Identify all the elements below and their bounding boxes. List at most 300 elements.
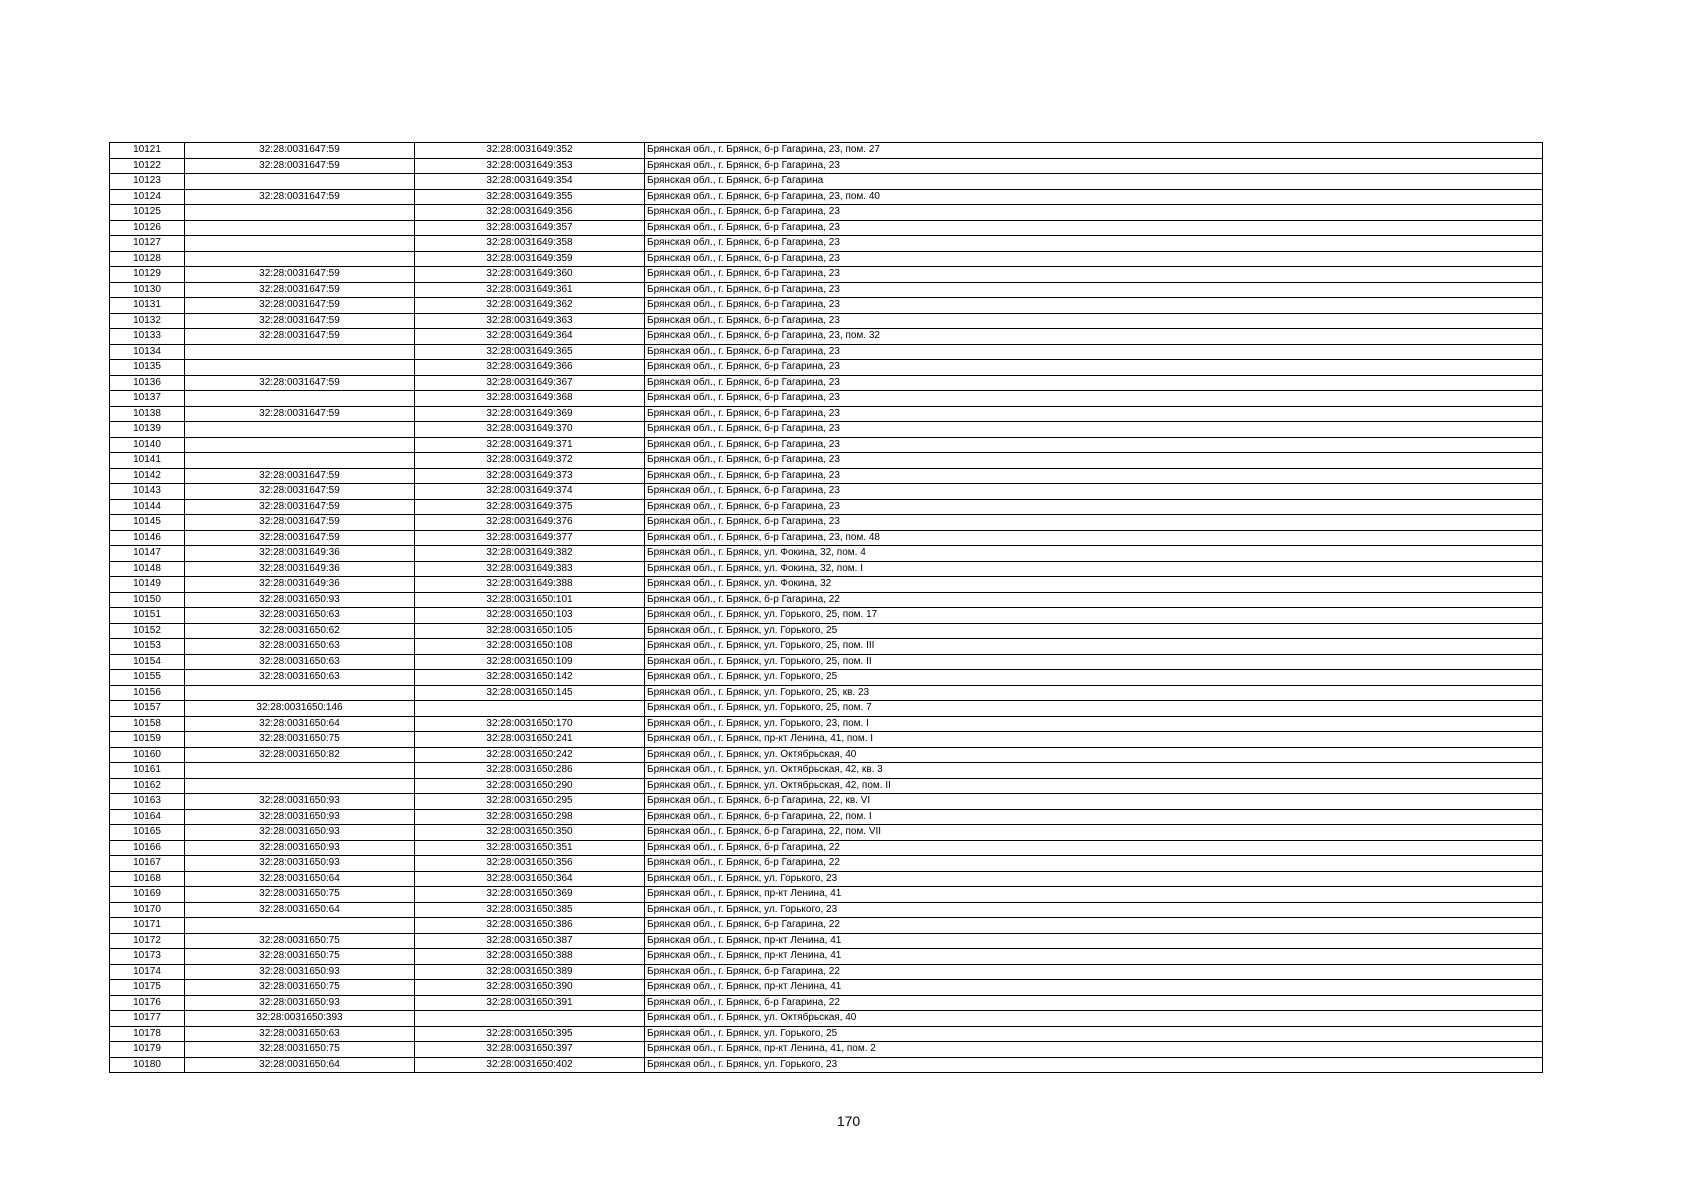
address-cell: Брянская обл., г. Брянск, б-р Гагарина, 22 [645,918,1543,934]
cadastral-number-cell: 32:28:0031650:295 [415,794,645,810]
parent-cadastral-number-cell: 32:28:0031650:93 [185,825,415,841]
row-number-cell: 10152 [110,623,185,639]
cadastral-number-cell: 32:28:0031649:375 [415,499,645,515]
table-row [110,236,1543,252]
address-cell: Брянская обл., г. Брянск, пр-кт Ленина, 41 [645,949,1543,965]
address-cell: Брянская обл., г. Брянск, б-р Гагарина, 22, пом. I [645,809,1543,825]
row-number-cell: 10166 [110,840,185,856]
address-cell: Брянская обл., г. Брянск, пр-кт Ленина, 41, пом. I [645,732,1543,748]
row-number-cell: 10130 [110,282,185,298]
cadastral-number-cell: 32:28:0031649:355 [415,189,645,205]
address-cell: Брянская обл., г. Брянск, ул. Горького, 25 [645,670,1543,686]
address-cell: Брянская обл., г. Брянск, б-р Гагарина, 22 [645,995,1543,1011]
cadastral-number-cell: 32:28:0031649:373 [415,468,645,484]
table-row [110,158,1543,174]
address-cell: Брянская обл., г. Брянск, б-р Гагарина, 23, пом. 48 [645,530,1543,546]
table-row [110,313,1543,329]
cadastral-number-cell: 32:28:0031650:145 [415,685,645,701]
row-number-cell: 10163 [110,794,185,810]
row-number-cell: 10177 [110,1011,185,1027]
table-row [110,220,1543,236]
row-number-cell: 10143 [110,484,185,500]
parent-cadastral-number-cell: 32:28:0031647:59 [185,189,415,205]
table-row [110,809,1543,825]
address-cell: Брянская обл., г. Брянск, ул. Горького, 25 [645,1026,1543,1042]
address-cell: Брянская обл., г. Брянск, ул. Фокина, 32, пом. 4 [645,546,1543,562]
cadastral-number-cell: 32:28:0031649:376 [415,515,645,531]
parent-cadastral-number-cell [185,344,415,360]
row-number-cell: 10156 [110,685,185,701]
address-cell: Брянская обл., г. Брянск, б-р Гагарина, 23 [645,313,1543,329]
cadastral-number-cell: 32:28:0031649:360 [415,267,645,283]
row-number-cell: 10169 [110,887,185,903]
parent-cadastral-number-cell: 32:28:0031650:63 [185,608,415,624]
table-row [110,344,1543,360]
row-number-cell: 10153 [110,639,185,655]
cadastral-number-cell: 32:28:0031650:103 [415,608,645,624]
row-number-cell: 10148 [110,561,185,577]
cadastral-number-cell: 32:28:0031650:386 [415,918,645,934]
table-row [110,143,1543,159]
parent-cadastral-number-cell [185,236,415,252]
row-number-cell: 10122 [110,158,185,174]
parent-cadastral-number-cell: 32:28:0031650:93 [185,856,415,872]
row-number-cell: 10154 [110,654,185,670]
table-row [110,871,1543,887]
table-row [110,391,1543,407]
cadastral-number-cell: 32:28:0031649:358 [415,236,645,252]
cadastral-number-cell: 32:28:0031649:359 [415,251,645,267]
row-number-cell: 10173 [110,949,185,965]
address-cell: Брянская обл., г. Брянск, б-р Гагарина, 23 [645,282,1543,298]
table-row [110,685,1543,701]
table-row [110,670,1543,686]
row-number-cell: 10136 [110,375,185,391]
cadastral-number-cell: 32:28:0031650:402 [415,1057,645,1073]
row-number-cell: 10174 [110,964,185,980]
address-cell: Брянская обл., г. Брянск, ул. Октябрьская, 42, пом. II [645,778,1543,794]
table-row [110,840,1543,856]
address-cell: Брянская обл., г. Брянск, пр-кт Ленина, 41 [645,980,1543,996]
table-row [110,515,1543,531]
parent-cadastral-number-cell: 32:28:0031650:75 [185,887,415,903]
cadastral-number-cell: 32:28:0031650:364 [415,871,645,887]
table-row [110,267,1543,283]
parent-cadastral-number-cell: 32:28:0031650:93 [185,995,415,1011]
table-row [110,918,1543,934]
row-number-cell: 10165 [110,825,185,841]
parent-cadastral-number-cell: 32:28:0031650:93 [185,809,415,825]
table-row [110,174,1543,190]
row-number-cell: 10135 [110,360,185,376]
table-row [110,561,1543,577]
cadastral-number-cell: 32:28:0031650:388 [415,949,645,965]
row-number-cell: 10164 [110,809,185,825]
address-cell: Брянская обл., г. Брянск, б-р Гагарина, 23 [645,406,1543,422]
cadastral-number-cell: 32:28:0031649:369 [415,406,645,422]
cadastral-number-cell: 32:28:0031649:364 [415,329,645,345]
parent-cadastral-number-cell [185,437,415,453]
row-number-cell: 10162 [110,778,185,794]
table-row [110,468,1543,484]
table-row [110,964,1543,980]
row-number-cell: 10141 [110,453,185,469]
parent-cadastral-number-cell: 32:28:0031650:393 [185,1011,415,1027]
parent-cadastral-number-cell [185,422,415,438]
parent-cadastral-number-cell: 32:28:0031650:64 [185,1057,415,1073]
table-row [110,902,1543,918]
table-row [110,298,1543,314]
cadastral-number-cell: 32:28:0031649:372 [415,453,645,469]
cadastral-number-cell: 32:28:0031649:363 [415,313,645,329]
address-cell: Брянская обл., г. Брянск, б-р Гагарина, 23 [645,220,1543,236]
parent-cadastral-number-cell: 32:28:0031647:59 [185,267,415,283]
row-number-cell: 10179 [110,1042,185,1058]
table-row [110,251,1543,267]
address-cell: Брянская обл., г. Брянск, ул. Октябрьская, 40 [645,747,1543,763]
parent-cadastral-number-cell: 32:28:0031650:75 [185,1042,415,1058]
cadastral-number-cell: 32:28:0031650:350 [415,825,645,841]
address-cell: Брянская обл., г. Брянск, б-р Гагарина, 23, пом. 27 [645,143,1543,159]
parent-cadastral-number-cell: 32:28:0031650:63 [185,1026,415,1042]
address-cell: Брянская обл., г. Брянск, б-р Гагарина, 23 [645,251,1543,267]
parent-cadastral-number-cell [185,918,415,934]
cadastral-number-cell: 32:28:0031649:352 [415,143,645,159]
cadastral-number-cell: 32:28:0031650:351 [415,840,645,856]
parent-cadastral-number-cell [185,174,415,190]
parent-cadastral-number-cell: 32:28:0031650:93 [185,794,415,810]
parent-cadastral-number-cell: 32:28:0031647:59 [185,515,415,531]
address-cell: Брянская обл., г. Брянск, б-р Гагарина, 23 [645,344,1543,360]
row-number-cell: 10132 [110,313,185,329]
row-number-cell: 10180 [110,1057,185,1073]
table-body [110,143,1543,1073]
row-number-cell: 10129 [110,267,185,283]
parent-cadastral-number-cell: 32:28:0031650:93 [185,592,415,608]
cadastral-number-cell [415,701,645,717]
parent-cadastral-number-cell: 32:28:0031649:36 [185,577,415,593]
cadastral-number-cell: 32:28:0031650:389 [415,964,645,980]
cadastral-number-cell: 32:28:0031650:290 [415,778,645,794]
row-number-cell: 10121 [110,143,185,159]
cadastral-number-cell: 32:28:0031650:241 [415,732,645,748]
address-cell: Брянская обл., г. Брянск, б-р Гагарина, 23 [645,375,1543,391]
row-number-cell: 10168 [110,871,185,887]
row-number-cell: 10133 [110,329,185,345]
cadastral-number-cell [415,1011,645,1027]
cadastral-number-cell: 32:28:0031649:368 [415,391,645,407]
row-number-cell: 10170 [110,902,185,918]
parent-cadastral-number-cell [185,778,415,794]
parent-cadastral-number-cell: 32:28:0031650:63 [185,639,415,655]
table-row [110,530,1543,546]
parent-cadastral-number-cell: 32:28:0031647:59 [185,158,415,174]
table-row [110,763,1543,779]
address-cell: Брянская обл., г. Брянск, б-р Гагарина, 23 [645,360,1543,376]
table-row [110,422,1543,438]
table-row [110,995,1543,1011]
table-row [110,825,1543,841]
address-cell: Брянская обл., г. Брянск, б-р Гагарина, 22, пом. VII [645,825,1543,841]
address-cell: Брянская обл., г. Брянск, б-р Гагарина, 23 [645,267,1543,283]
parent-cadastral-number-cell: 32:28:0031650:64 [185,716,415,732]
parent-cadastral-number-cell [185,251,415,267]
table-row [110,577,1543,593]
address-cell: Брянская обл., г. Брянск, б-р Гагарина, 22, кв. VI [645,794,1543,810]
table-row [110,608,1543,624]
parent-cadastral-number-cell: 32:28:0031650:146 [185,701,415,717]
table-row [110,639,1543,655]
address-cell: Брянская обл., г. Брянск, ул. Горького, 25, пом. 7 [645,701,1543,717]
parent-cadastral-number-cell [185,453,415,469]
address-cell: Брянская обл., г. Брянск, пр-кт Ленина, 41 [645,887,1543,903]
cadastral-number-cell: 32:28:0031650:170 [415,716,645,732]
cadastral-number-cell: 32:28:0031650:391 [415,995,645,1011]
parent-cadastral-number-cell [185,220,415,236]
address-cell: Брянская обл., г. Брянск, б-р Гагарина, 23 [645,422,1543,438]
row-number-cell: 10159 [110,732,185,748]
address-cell: Брянская обл., г. Брянск, б-р Гагарина, 23 [645,236,1543,252]
table-row [110,282,1543,298]
cadastral-number-cell: 32:28:0031650:356 [415,856,645,872]
address-cell: Брянская обл., г. Брянск, ул. Горького, 25, пом. II [645,654,1543,670]
cadastral-number-cell: 32:28:0031649:374 [415,484,645,500]
cadastral-number-cell: 32:28:0031649:354 [415,174,645,190]
row-number-cell: 10160 [110,747,185,763]
page-number: 170 [836,1113,861,1129]
table-row [110,484,1543,500]
table-row [110,1011,1543,1027]
address-cell: Брянская обл., г. Брянск, ул. Горького, 25, пом. 17 [645,608,1543,624]
row-number-cell: 10155 [110,670,185,686]
parent-cadastral-number-cell: 32:28:0031647:59 [185,143,415,159]
parent-cadastral-number-cell [185,391,415,407]
address-cell: Брянская обл., г. Брянск, ул. Горького, 25, пом. III [645,639,1543,655]
parent-cadastral-number-cell: 32:28:0031650:75 [185,732,415,748]
parent-cadastral-number-cell: 32:28:0031647:59 [185,468,415,484]
table-row [110,592,1543,608]
table-row [110,623,1543,639]
address-cell: Брянская обл., г. Брянск, б-р Гагарина, 22 [645,856,1543,872]
address-cell: Брянская обл., г. Брянск, ул. Фокина, 32, пом. I [645,561,1543,577]
table-row [110,778,1543,794]
address-cell: Брянская обл., г. Брянск, ул. Фокина, 32 [645,577,1543,593]
address-cell: Брянская обл., г. Брянск, б-р Гагарина, 23 [645,484,1543,500]
parent-cadastral-number-cell: 32:28:0031647:59 [185,298,415,314]
parent-cadastral-number-cell: 32:28:0031647:59 [185,329,415,345]
parent-cadastral-number-cell: 32:28:0031650:63 [185,654,415,670]
row-number-cell: 10134 [110,344,185,360]
row-number-cell: 10175 [110,980,185,996]
parent-cadastral-number-cell: 32:28:0031647:59 [185,530,415,546]
cadastral-table [109,142,1543,1073]
parent-cadastral-number-cell [185,685,415,701]
row-number-cell: 10150 [110,592,185,608]
parent-cadastral-number-cell: 32:28:0031647:59 [185,282,415,298]
table-row [110,329,1543,345]
address-cell: Брянская обл., г. Брянск, ул. Горького, 25, кв. 23 [645,685,1543,701]
table-row [110,794,1543,810]
row-number-cell: 10140 [110,437,185,453]
address-cell: Брянская обл., г. Брянск, б-р Гагарина, 23 [645,205,1543,221]
parent-cadastral-number-cell: 32:28:0031650:64 [185,902,415,918]
address-cell: Брянская обл., г. Брянск, б-р Гагарина, 23 [645,437,1543,453]
row-number-cell: 10139 [110,422,185,438]
cadastral-number-cell: 32:28:0031649:361 [415,282,645,298]
table-row [110,856,1543,872]
row-number-cell: 10124 [110,189,185,205]
row-number-cell: 10151 [110,608,185,624]
cadastral-number-cell: 32:28:0031649:365 [415,344,645,360]
table-row [110,406,1543,422]
parent-cadastral-number-cell: 32:28:0031647:59 [185,375,415,391]
parent-cadastral-number-cell: 32:28:0031647:59 [185,406,415,422]
table-row [110,716,1543,732]
parent-cadastral-number-cell [185,360,415,376]
address-cell: Брянская обл., г. Брянск, ул. Октябрьская, 42, кв. 3 [645,763,1543,779]
parent-cadastral-number-cell: 32:28:0031649:36 [185,561,415,577]
parent-cadastral-number-cell: 32:28:0031650:93 [185,964,415,980]
address-cell: Брянская обл., г. Брянск, ул. Горького, 23 [645,1057,1543,1073]
parent-cadastral-number-cell [185,205,415,221]
row-number-cell: 10158 [110,716,185,732]
address-cell: Брянская обл., г. Брянск, б-р Гагарина, 22 [645,840,1543,856]
row-number-cell: 10131 [110,298,185,314]
cadastral-number-cell: 32:28:0031650:286 [415,763,645,779]
address-cell: Брянская обл., г. Брянск, б-р Гагарина, 23 [645,391,1543,407]
address-cell: Брянская обл., г. Брянск, б-р Гагарина, 23 [645,298,1543,314]
parent-cadastral-number-cell: 32:28:0031650:64 [185,871,415,887]
table-row [110,453,1543,469]
cadastral-number-cell: 32:28:0031650:108 [415,639,645,655]
row-number-cell: 10142 [110,468,185,484]
cadastral-number-cell: 32:28:0031650:387 [415,933,645,949]
parent-cadastral-number-cell: 32:28:0031650:75 [185,980,415,996]
address-cell: Брянская обл., г. Брянск, б-р Гагарина, 23 [645,499,1543,515]
table-row [110,1026,1543,1042]
cadastral-number-cell: 32:28:0031649:353 [415,158,645,174]
cadastral-number-cell: 32:28:0031650:101 [415,592,645,608]
cadastral-number-cell: 32:28:0031649:377 [415,530,645,546]
address-cell: Брянская обл., г. Брянск, б-р Гагарина, 23 [645,468,1543,484]
row-number-cell: 10149 [110,577,185,593]
row-number-cell: 10146 [110,530,185,546]
row-number-cell: 10145 [110,515,185,531]
parent-cadastral-number-cell: 32:28:0031650:93 [185,840,415,856]
parent-cadastral-number-cell: 32:28:0031649:36 [185,546,415,562]
row-number-cell: 10178 [110,1026,185,1042]
address-cell: Брянская обл., г. Брянск, б-р Гагарина, 23, пом. 32 [645,329,1543,345]
cadastral-number-cell: 32:28:0031649:370 [415,422,645,438]
table-row [110,546,1543,562]
table-row [110,1042,1543,1058]
table-row [110,887,1543,903]
address-cell: Брянская обл., г. Брянск, ул. Горького, 23 [645,902,1543,918]
cadastral-number-cell: 32:28:0031649:356 [415,205,645,221]
cadastral-number-cell: 32:28:0031649:362 [415,298,645,314]
table-row [110,949,1543,965]
table-row [110,654,1543,670]
row-number-cell: 10138 [110,406,185,422]
address-cell: Брянская обл., г. Брянск, б-р Гагарина [645,174,1543,190]
row-number-cell: 10157 [110,701,185,717]
address-cell: Брянская обл., г. Брянск, б-р Гагарина, 23 [645,453,1543,469]
address-cell: Брянская обл., г. Брянск, пр-кт Ленина, 41 [645,933,1543,949]
table-row [110,933,1543,949]
row-number-cell: 10144 [110,499,185,515]
table-row [110,499,1543,515]
cadastral-number-cell: 32:28:0031650:298 [415,809,645,825]
parent-cadastral-number-cell: 32:28:0031647:59 [185,484,415,500]
address-cell: Брянская обл., г. Брянск, б-р Гагарина, 23, пом. 40 [645,189,1543,205]
table-row [110,189,1543,205]
table-row [110,360,1543,376]
address-cell: Брянская обл., г. Брянск, б-р Гагарина, 22 [645,964,1543,980]
cadastral-number-cell: 32:28:0031650:105 [415,623,645,639]
table-row [110,1057,1543,1073]
address-cell: Брянская обл., г. Брянск, ул. Октябрьская, 40 [645,1011,1543,1027]
parent-cadastral-number-cell: 32:28:0031650:62 [185,623,415,639]
parent-cadastral-number-cell: 32:28:0031650:75 [185,933,415,949]
address-cell: Брянская обл., г. Брянск, б-р Гагарина, 22 [645,592,1543,608]
table-row [110,437,1543,453]
address-cell: Брянская обл., г. Брянск, ул. Горького, 23, пом. I [645,716,1543,732]
row-number-cell: 10161 [110,763,185,779]
cadastral-number-cell: 32:28:0031649:383 [415,561,645,577]
row-number-cell: 10128 [110,251,185,267]
parent-cadastral-number-cell: 32:28:0031647:59 [185,499,415,515]
cadastral-number-cell: 32:28:0031650:242 [415,747,645,763]
row-number-cell: 10176 [110,995,185,1011]
parent-cadastral-number-cell: 32:28:0031650:63 [185,670,415,686]
address-cell: Брянская обл., г. Брянск, пр-кт Ленина, 41, пом. 2 [645,1042,1543,1058]
parent-cadastral-number-cell: 32:28:0031647:59 [185,313,415,329]
row-number-cell: 10171 [110,918,185,934]
cadastral-number-cell: 32:28:0031650:390 [415,980,645,996]
parent-cadastral-number-cell: 32:28:0031650:82 [185,747,415,763]
row-number-cell: 10137 [110,391,185,407]
parent-cadastral-number-cell [185,763,415,779]
cadastral-number-cell: 32:28:0031649:367 [415,375,645,391]
cadastral-number-cell: 32:28:0031650:395 [415,1026,645,1042]
address-cell: Брянская обл., г. Брянск, ул. Горького, 23 [645,871,1543,887]
row-number-cell: 10127 [110,236,185,252]
cadastral-number-cell: 32:28:0031649:366 [415,360,645,376]
table-row [110,205,1543,221]
cadastral-number-cell: 32:28:0031650:369 [415,887,645,903]
address-cell: Брянская обл., г. Брянск, б-р Гагарина, 23 [645,158,1543,174]
cadastral-number-cell: 32:28:0031650:142 [415,670,645,686]
cadastral-number-cell: 32:28:0031650:385 [415,902,645,918]
cadastral-number-cell: 32:28:0031650:109 [415,654,645,670]
row-number-cell: 10125 [110,205,185,221]
cadastral-number-cell: 32:28:0031649:371 [415,437,645,453]
row-number-cell: 10123 [110,174,185,190]
parent-cadastral-number-cell: 32:28:0031650:75 [185,949,415,965]
cadastral-number-cell: 32:28:0031649:382 [415,546,645,562]
table-row [110,732,1543,748]
table-row [110,980,1543,996]
table-row [110,747,1543,763]
row-number-cell: 10147 [110,546,185,562]
cadastral-number-cell: 32:28:0031649:388 [415,577,645,593]
address-cell: Брянская обл., г. Брянск, ул. Горького, 25 [645,623,1543,639]
cadastral-number-cell: 32:28:0031650:397 [415,1042,645,1058]
table-row [110,375,1543,391]
address-cell: Брянская обл., г. Брянск, б-р Гагарина, 23 [645,515,1543,531]
cadastral-number-cell: 32:28:0031649:357 [415,220,645,236]
table-row [110,701,1543,717]
